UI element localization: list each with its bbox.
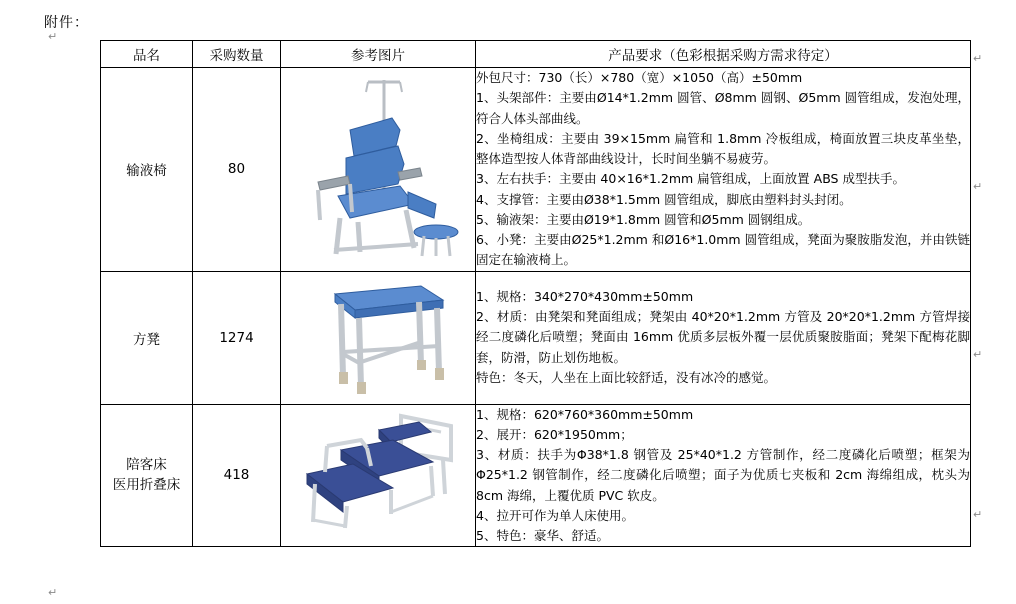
requirement-line: 2、展开：620*1950mm； [476, 426, 633, 442]
cell-reference-image [281, 68, 476, 272]
requirement-line: 特色：冬天，人坐在上面比较舒适，没有冰冷的感觉。 [476, 369, 777, 385]
requirement-line: 2、坐椅组成：主要由 39×15mm 扁管和 1.8mm 冷板组成，椅面放置三块皮革坐垫，整体造型按人体背部曲线设计，长时间坐躺不易疲劳。 [476, 130, 970, 166]
cell-reference-image [281, 404, 476, 547]
infusion-chair-illustration [288, 72, 468, 262]
paragraph-mark: ↵ [48, 586, 58, 599]
requirement-line: 3、材质：扶手为Φ38*1.8 钢管及 25*40*1.2 方管制作，经二度磷化后喷塑；框架为Φ25*1.2 钢管制作，经二度磷化后喷塑；面子为优质七夹板和 2cm 海绵组成，枕头为 8cm 海绵，上覆优质 PVC 软皮。 [476, 447, 970, 503]
cell-product-name: 输液椅 [101, 68, 193, 272]
column-header-quantity: 采购数量 [193, 41, 281, 68]
paragraph-mark: ↵ [973, 508, 983, 521]
column-header-image: 参考图片 [281, 41, 476, 68]
square-stool-illustration [293, 272, 463, 400]
requirement-line: 1、规格：620*760*360mm±50mm [476, 406, 694, 422]
cell-requirements [476, 68, 971, 272]
paragraph-mark: ↵ [973, 180, 983, 193]
requirement-line: 6、小凳：主要由Ø25*1.2mm 和Ø16*1.0mm 圆管组成，凳面为聚胺脂发泡，并由铁链固定在输液椅上。 [476, 232, 970, 268]
cell-requirements [476, 404, 971, 547]
cell-quantity: 418 [193, 404, 281, 547]
cell-reference-image [281, 271, 476, 404]
cell-product-name: 方凳 [101, 271, 193, 404]
table-row [101, 271, 971, 404]
paragraph-mark: ↵ [973, 52, 983, 65]
specification-table [100, 40, 971, 547]
paragraph-mark: ↵ [973, 348, 983, 361]
requirement-line: 外包尺寸：730（长）×780（宽）×1050（高）±50mm [476, 70, 803, 85]
column-header-name: 品名 [101, 41, 193, 68]
table-row [101, 404, 971, 547]
requirement-line: 2、材质：由凳架和凳面组成；凳架由 40*20*1.2mm 方管及 20*20*1.2mm 方管焊接经二度磷化后喷塑；凳面由 16mm 优质多层板外覆一层优质聚胺脂面；凳架下配梅花脚套，防滑，防止划伤地板。 [476, 309, 970, 365]
attachment-label: 附件： [44, 15, 89, 31]
requirement-line: 5、输液架：主要由Ø19*1.8mm 圆管和Ø5mm 圆钢组成。 [476, 211, 811, 227]
table-header-row [101, 41, 971, 68]
cell-product-name [101, 404, 193, 547]
requirement-line: 3、左右扶手：主要由 40×16*1.2mm 扁管组成，上面放置 ABS 成型扶手。 [476, 171, 905, 187]
requirement-line: 4、拉开可作为单人床使用。 [476, 507, 634, 523]
folding-accompany-bed-illustration [283, 410, 473, 536]
product-name-line-1: 陪客床 [126, 457, 167, 474]
cell-quantity: 80 [193, 68, 281, 272]
column-header-requirements: 产品要求（色彩根据采购方需求待定） [476, 41, 971, 68]
product-name-line-2: 医用折叠床 [112, 477, 181, 494]
table-row [101, 68, 971, 272]
requirement-line: 5、特色：豪华、舒适。 [476, 528, 609, 543]
requirement-line: 1、头架部件：主要由Ø14*1.2mm 圆管、Ø8mm 圆钢、Ø5mm 圆管组成，发泡处理，符合人体头部曲线。 [476, 90, 970, 126]
cell-requirements [476, 271, 971, 404]
requirement-line: 1、规格：340*270*430mm±50mm [476, 288, 694, 304]
paragraph-mark: ↵ [48, 30, 58, 43]
cell-quantity: 1274 [193, 271, 281, 404]
requirement-line: 4、支撑管：主要由Ø38*1.5mm 圆管组成，脚底由塑料封头封闭。 [476, 191, 852, 207]
